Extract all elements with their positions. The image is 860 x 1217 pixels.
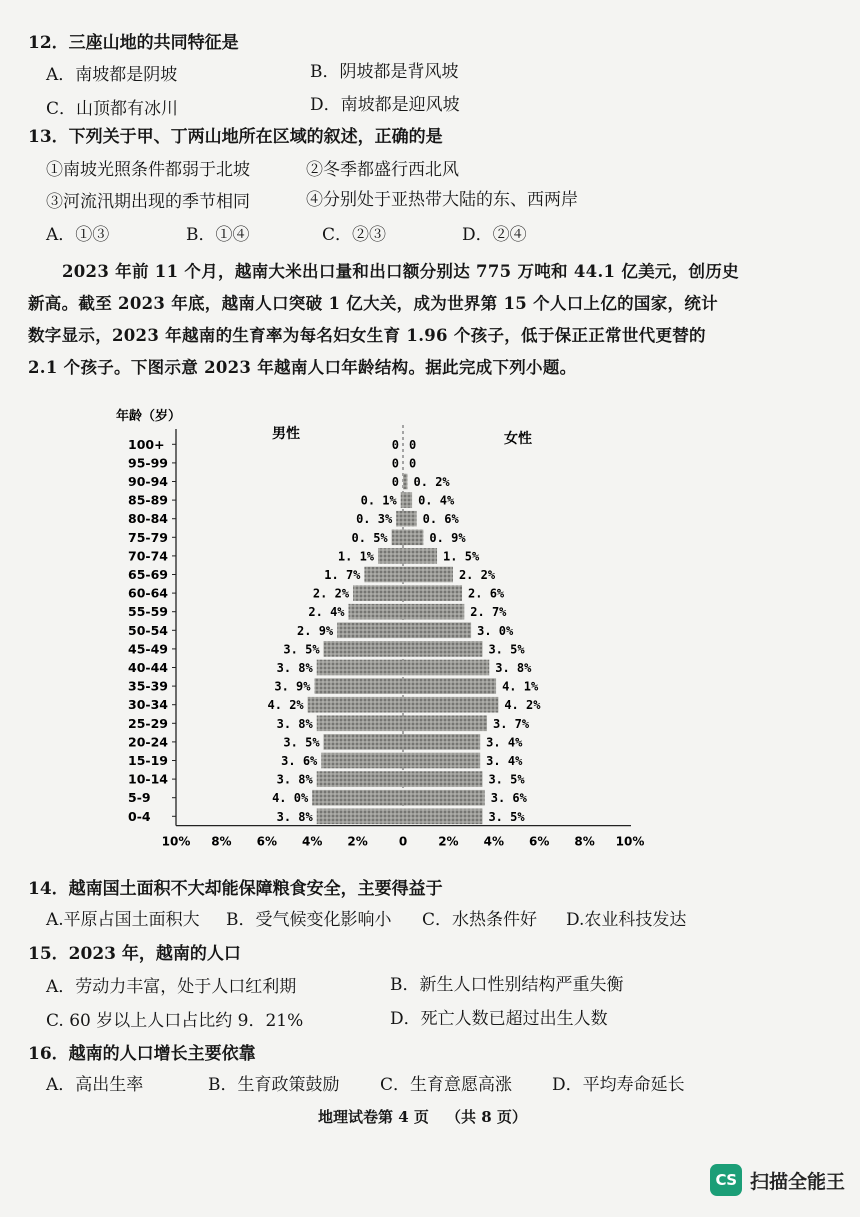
male-bar bbox=[308, 697, 403, 713]
male-bar bbox=[349, 604, 403, 620]
q15-option-d: D．死亡人数已超过出生人数 bbox=[390, 1009, 608, 1029]
female-bar bbox=[403, 771, 482, 787]
male-bar bbox=[337, 623, 403, 639]
male-bar bbox=[353, 585, 403, 601]
age-tick-label: 25-29 bbox=[128, 715, 168, 731]
y-axis-label: 年龄（岁） bbox=[116, 409, 182, 424]
male-value-label: 3. 8% bbox=[276, 772, 313, 787]
female-value-label: 0. 4% bbox=[418, 493, 455, 508]
male-bar bbox=[401, 492, 403, 508]
male-value-label: 4. 2% bbox=[267, 698, 304, 713]
male-bar bbox=[321, 753, 403, 769]
q12-option-d: D．南坡都是迎风坡 bbox=[310, 95, 460, 115]
age-tick-label: 35-39 bbox=[128, 678, 168, 694]
female-value-label: 3. 4% bbox=[486, 735, 523, 750]
passage-line-3: 数字显示，2023 年越南的生育率为每名妇女生育 1.96 个孩子，低于保正正常世代更替的 bbox=[28, 326, 706, 345]
passage-line-4: 2.1 个孩子。下图示意 2023 年越南人口年龄结构。据此完成下列小题。 bbox=[28, 358, 577, 377]
male-bar bbox=[312, 790, 403, 806]
female-value-label: 3. 5% bbox=[488, 809, 525, 824]
male-bar bbox=[324, 734, 403, 750]
male-value-label: 0 bbox=[391, 475, 399, 489]
female-bar bbox=[403, 492, 412, 508]
q13-statement-3: ③河流汛期出现的季节相同 bbox=[46, 192, 250, 212]
q13-option-b: B．①④ bbox=[186, 225, 250, 245]
male-bar bbox=[317, 771, 403, 787]
female-value-label: 4. 1% bbox=[502, 679, 539, 694]
female-value-label: 3. 8% bbox=[495, 661, 532, 675]
male-bar bbox=[317, 716, 403, 732]
male-value-label: 3. 8% bbox=[276, 661, 313, 675]
male-bar bbox=[378, 548, 403, 564]
legend-male: 男性 bbox=[272, 426, 300, 442]
male-value-label: 3. 8% bbox=[276, 809, 313, 824]
female-value-label: 0 bbox=[409, 456, 417, 471]
age-tick-label: 50-54 bbox=[128, 622, 168, 638]
female-bar bbox=[403, 548, 437, 564]
male-bar bbox=[314, 678, 403, 694]
x-tick-label: 2% bbox=[438, 834, 459, 849]
age-tick-label: 40-44 bbox=[128, 660, 168, 675]
age-tick-label: 20-24 bbox=[128, 734, 168, 750]
female-bar bbox=[403, 604, 464, 620]
male-bar bbox=[396, 511, 403, 527]
x-tick-label: 8% bbox=[211, 834, 232, 849]
q14-stem: 14．越南国土面积不大却能保障粮食安全，主要得益于 bbox=[28, 879, 443, 899]
q13-statement-2: ②冬季都盛行西北风 bbox=[306, 160, 459, 180]
age-tick-label: 45-49 bbox=[128, 641, 168, 657]
q14-option-b: B．受气候变化影响小 bbox=[226, 910, 392, 930]
x-tick-label: 6% bbox=[529, 834, 550, 849]
male-bar bbox=[392, 530, 403, 546]
age-tick-label: 80-84 bbox=[128, 511, 168, 527]
male-value-label: 3. 5% bbox=[283, 642, 320, 657]
female-value-label: 0. 2% bbox=[413, 475, 450, 489]
x-tick-label: 10% bbox=[161, 834, 191, 849]
female-value-label: 3. 5% bbox=[488, 772, 525, 787]
q16-option-c: C．生育意愿高涨 bbox=[380, 1075, 513, 1095]
scanner-logo bbox=[710, 1164, 845, 1196]
female-value-label: 3. 4% bbox=[486, 754, 523, 768]
female-bar bbox=[403, 660, 489, 676]
male-bar bbox=[364, 567, 403, 583]
q13-option-a: A．①③ bbox=[46, 225, 110, 245]
male-value-label: 3. 6% bbox=[281, 754, 318, 768]
male-value-label: 0. 3% bbox=[356, 512, 393, 527]
x-tick-label: 4% bbox=[483, 834, 504, 849]
male-value-label: 3. 9% bbox=[274, 679, 311, 694]
age-tick-label: 60-64 bbox=[128, 585, 168, 601]
page-total: （共 8 页） bbox=[446, 1108, 527, 1126]
male-bar bbox=[317, 809, 403, 825]
q16-option-b: B．生育政策鼓励 bbox=[208, 1075, 340, 1095]
female-bar bbox=[403, 734, 480, 750]
age-tick-label: 55-59 bbox=[128, 604, 168, 620]
q13-option-d: D．②④ bbox=[462, 225, 527, 245]
x-tick-label: 8% bbox=[574, 834, 595, 849]
q13-stem: 13．下列关于甲、丁两山地所在区域的叙述，正确的是 bbox=[28, 127, 443, 147]
q15-option-a: A．劳动力丰富，处于人口红利期 bbox=[46, 977, 297, 997]
male-value-label: 0. 1% bbox=[360, 493, 397, 508]
female-value-label: 4. 2% bbox=[504, 698, 541, 713]
q15-option-c: C. 60 岁以上人口占比约 9．21% bbox=[46, 1011, 304, 1031]
female-bar bbox=[403, 753, 480, 769]
q13-statement-4: ④分别处于亚热带大陆的东、西两岸 bbox=[306, 190, 578, 210]
age-tick-label: 15-19 bbox=[128, 753, 168, 768]
q13-option-c: C．②③ bbox=[322, 225, 387, 245]
female-value-label: 3. 7% bbox=[492, 716, 530, 731]
female-value-label: 0. 6% bbox=[422, 512, 459, 527]
male-value-label: 0 bbox=[391, 456, 399, 471]
legend-female: 女性 bbox=[504, 431, 532, 447]
female-bar bbox=[403, 623, 471, 639]
age-tick-label: 75-79 bbox=[128, 529, 168, 545]
female-bar bbox=[403, 530, 423, 546]
male-bar bbox=[324, 641, 403, 657]
female-value-label: 3. 6% bbox=[490, 791, 527, 806]
female-value-label: 1. 5% bbox=[443, 549, 480, 564]
female-value-label: 2. 2% bbox=[458, 568, 496, 582]
cs-logo-icon: CS bbox=[710, 1164, 742, 1196]
female-value-label: 0 bbox=[409, 437, 417, 452]
male-value-label: 2. 9% bbox=[297, 623, 334, 638]
male-value-label: 0 bbox=[391, 437, 399, 452]
female-bar bbox=[403, 716, 487, 732]
age-tick-label: 85-89 bbox=[128, 492, 168, 508]
age-tick-label: 70-74 bbox=[128, 548, 168, 564]
q12-option-b: B．阴坡都是背风坡 bbox=[310, 62, 459, 82]
age-tick-label: 65-69 bbox=[128, 567, 168, 582]
q12-option-a: A．南坡都是阴坡 bbox=[46, 65, 178, 85]
q13-statement-1: ①南坡光照条件都弱于北坡 bbox=[46, 160, 250, 180]
q15-stem: 15．2023 年，越南的人口 bbox=[28, 944, 241, 964]
page-number: 地理试卷第 4 页 bbox=[318, 1108, 429, 1126]
female-value-label: 2. 6% bbox=[468, 586, 505, 601]
male-value-label: 3. 5% bbox=[283, 735, 320, 750]
male-bar bbox=[317, 660, 403, 676]
passage-line-1: 2023 年前 11 个月，越南大米出口量和出口额分别达 775 万吨和 44.1 亿美元，创历史 bbox=[62, 262, 739, 281]
x-tick-label: 2% bbox=[347, 834, 368, 849]
female-bar bbox=[403, 809, 482, 825]
female-bar bbox=[403, 474, 408, 490]
q14-option-a: A.平原占国土面积大 bbox=[46, 910, 200, 930]
age-tick-label: 5-9 bbox=[128, 790, 151, 806]
female-bar bbox=[403, 511, 417, 527]
female-bar bbox=[403, 641, 482, 657]
female-value-label: 2. 7% bbox=[470, 605, 507, 620]
age-tick-label: 0-4 bbox=[128, 808, 151, 824]
female-value-label: 3. 5% bbox=[488, 642, 525, 657]
age-tick-label: 30-34 bbox=[128, 697, 168, 713]
female-bar bbox=[403, 697, 498, 713]
q14-option-c: C．水热条件好 bbox=[422, 910, 538, 930]
population-pyramid-chart bbox=[0, 395, 860, 860]
x-tick-label: 6% bbox=[256, 834, 277, 849]
q15-option-b: B．新生人口性别结构严重失衡 bbox=[390, 975, 624, 995]
female-value-label: 3. 0% bbox=[477, 623, 514, 638]
female-bar bbox=[403, 678, 496, 694]
passage-line-2: 新高。截至 2023 年底，越南人口突破 1 亿大关，成为世界第 15 个人口上亿的国家，统计 bbox=[28, 294, 718, 313]
q14-option-d: D.农业科技发达 bbox=[566, 910, 687, 930]
female-bar bbox=[403, 790, 485, 806]
age-tick-label: 10-14 bbox=[128, 771, 168, 787]
female-bar bbox=[403, 585, 462, 601]
x-tick-label: 10% bbox=[615, 834, 645, 849]
q12-stem: 12．三座山地的共同特征是 bbox=[28, 33, 239, 53]
q16-stem: 16．越南的人口增长主要依靠 bbox=[28, 1044, 256, 1064]
male-value-label: 2. 2% bbox=[312, 586, 350, 601]
male-value-label: 3. 8% bbox=[276, 716, 313, 731]
q16-option-a: A．高出生率 bbox=[46, 1075, 144, 1095]
male-value-label: 1. 1% bbox=[337, 549, 375, 564]
q16-option-d: D．平均寿命延长 bbox=[552, 1075, 685, 1095]
male-value-label: 0. 5% bbox=[351, 530, 388, 545]
age-tick-label: 100+ bbox=[128, 436, 165, 452]
x-tick-label: 4% bbox=[302, 834, 323, 849]
male-value-label: 4. 0% bbox=[272, 791, 309, 806]
q12-option-c: C．山顶都有冰川 bbox=[46, 99, 179, 119]
x-tick-label: 0 bbox=[398, 834, 408, 849]
female-bar bbox=[403, 567, 453, 583]
scanner-app-name: 扫描全能王 bbox=[750, 1170, 846, 1193]
female-value-label: 0. 9% bbox=[429, 530, 466, 545]
male-value-label: 1. 7% bbox=[324, 568, 361, 582]
male-value-label: 2. 4% bbox=[308, 605, 345, 620]
age-tick-label: 95-99 bbox=[128, 455, 168, 471]
age-tick-label: 90-94 bbox=[128, 474, 168, 489]
